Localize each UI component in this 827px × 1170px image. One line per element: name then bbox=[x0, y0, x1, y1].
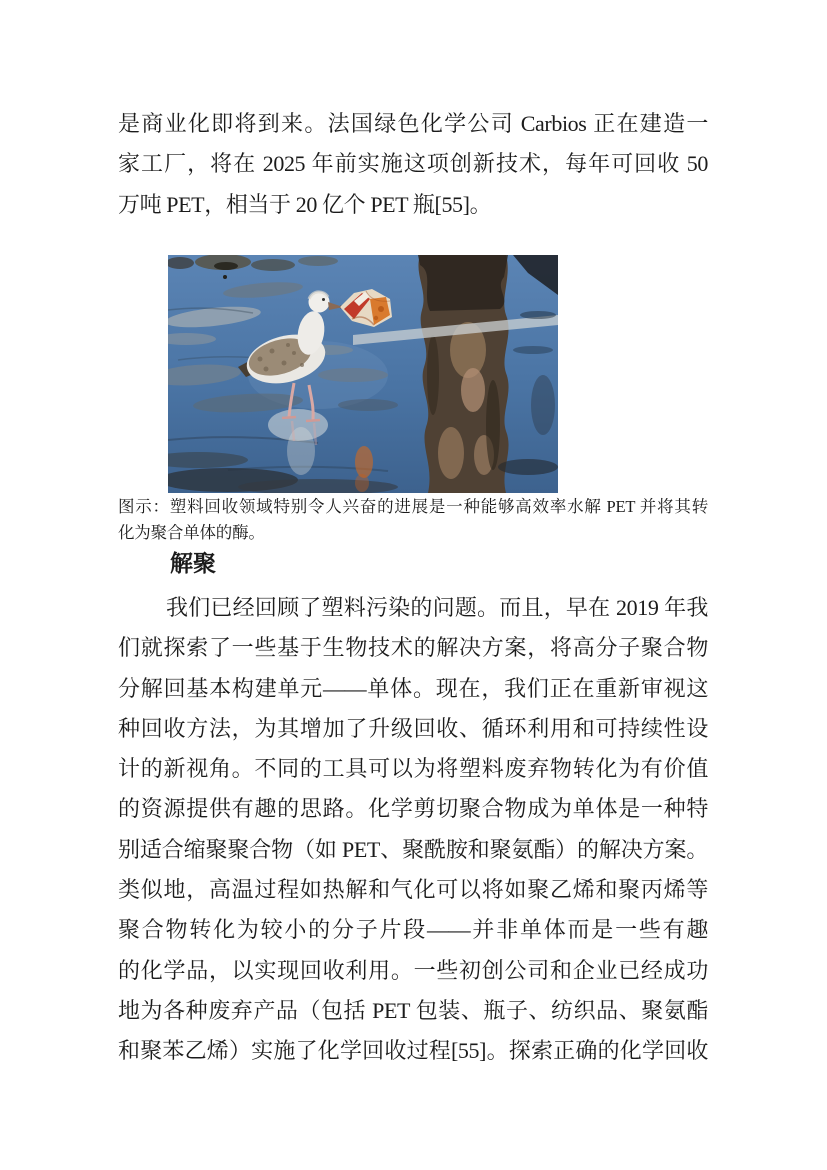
paragraph-line: 种回收方法，为其增加了升级回收、循环利用和可持续性设 bbox=[118, 715, 708, 741]
caption-line: 图示：塑料回收领域特别令人兴奋的进展是一种能够高效率水解 PET 并将其转 bbox=[118, 497, 708, 516]
paragraph-line: 和聚苯乙烯）实施了化学回收过程[55]。探索正确的化学回收 bbox=[118, 1038, 708, 1064]
paragraph-line: 类似地，高温过程如热解和气化可以将如聚乙烯和聚丙烯等 bbox=[118, 877, 708, 903]
paragraph-depolymerization bbox=[118, 588, 708, 1072]
section-heading: 解聚 bbox=[170, 551, 216, 576]
paragraph-intro bbox=[118, 104, 708, 225]
paragraph-line: 的资源提供有趣的思路。化学剪切聚合物成为单体是一种特 bbox=[118, 796, 708, 822]
paragraph-line: 家工厂，将在 2025 年前实施这项创新技术，每年可回收 50 bbox=[118, 151, 708, 177]
figure-image bbox=[168, 255, 558, 493]
paragraph-line: 万吨 PET，相当于 20 亿个 PET 瓶[55]。 bbox=[118, 191, 492, 217]
paragraph-line: 地为各种废弃产品（包括 PET 包装、瓶子、纺织品、聚氨酯 bbox=[118, 997, 708, 1023]
paragraph-line: 我们已经回顾了塑料污染的问题。而且，早在 2019 年我 bbox=[166, 595, 708, 620]
paragraph-line: 聚合物转化为较小的分子片段——并非单体而是一些有趣 bbox=[118, 917, 708, 943]
figure-caption bbox=[118, 494, 708, 546]
paragraph-line: 分解回基本构建单元——单体。现在，我们正在重新审视这 bbox=[118, 675, 708, 701]
caption-line: 化为聚合单体的酶。 bbox=[118, 523, 265, 542]
paragraph-line: 别适合缩聚聚合物（如 PET、聚酰胺和聚氨酯）的解决方案。 bbox=[118, 836, 708, 862]
seagull-photo bbox=[168, 255, 558, 493]
paragraph-line: 是商业化即将到来。法国绿色化学公司 Carbios 正在建造一 bbox=[118, 111, 708, 136]
paragraph-line: 们就探索了一些基于生物技术的解决方案，将高分子聚合物 bbox=[118, 635, 708, 661]
paragraph-line: 计的新视角。不同的工具可以为将塑料废弃物转化为有价值 bbox=[118, 756, 708, 782]
paragraph-line: 的化学品，以实现回收利用。一些初创公司和企业已经成功 bbox=[118, 957, 708, 983]
